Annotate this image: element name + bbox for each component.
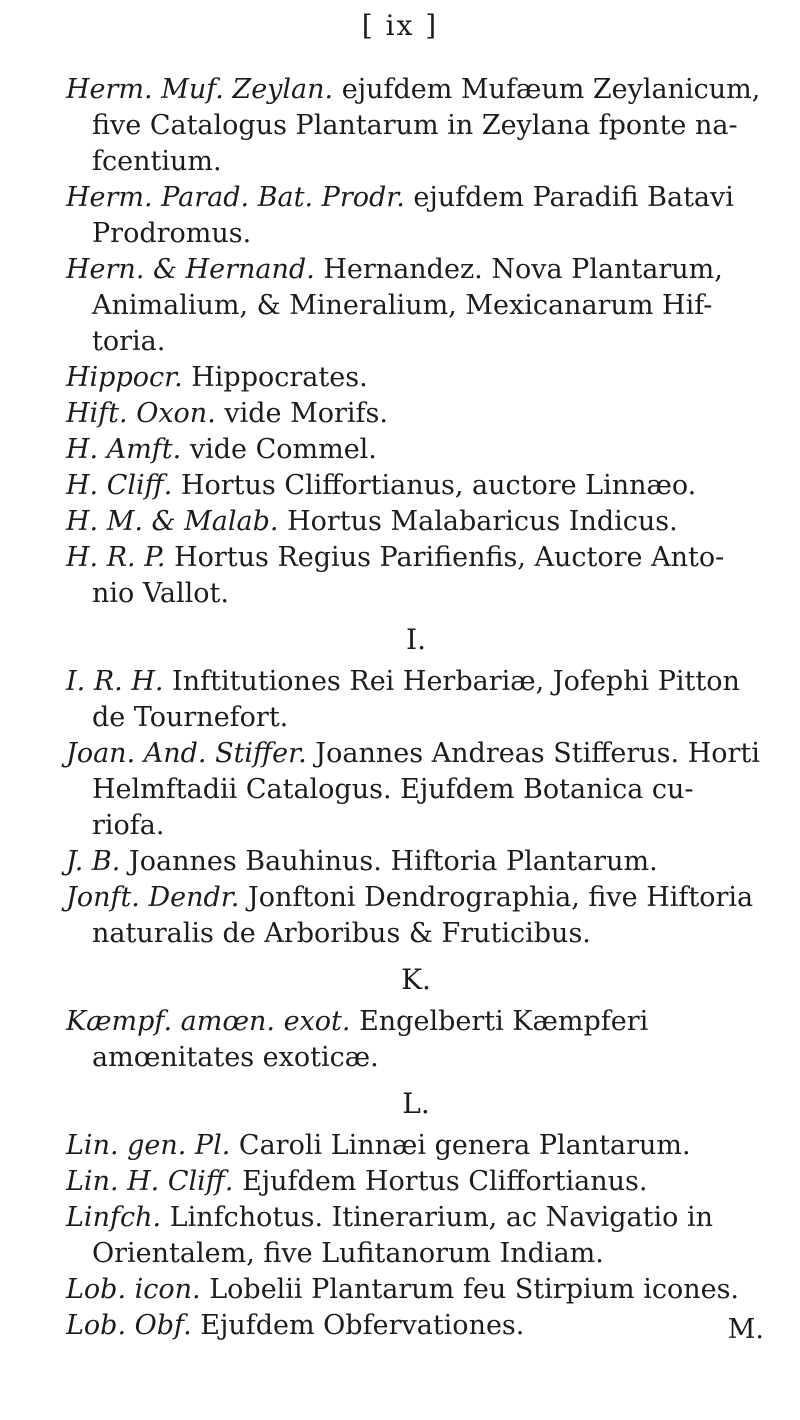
abbreviation-entry: [66, 396, 766, 432]
entry-description: Ejufdem Obfervationes.: [200, 1310, 525, 1341]
catchword: M.: [727, 1314, 764, 1345]
entry-description: Ejufdem Hortus Cliffortianus.: [242, 1166, 648, 1197]
abbreviation-entry: [66, 1128, 766, 1164]
abbreviation-entry: [66, 880, 766, 952]
entry-description: Joannes Bauhinus. Hiftoria Plantarum.: [128, 846, 658, 877]
abbreviation-entry: [66, 432, 766, 468]
entry-abbreviation: Herm. Muf. Zeylan.: [66, 74, 334, 105]
abbreviation-entry: [66, 1272, 766, 1308]
entry-abbreviation: H. Cliff.: [66, 470, 173, 501]
entry-description: Lobelii Plantarum feu Stirpium icones.: [209, 1274, 740, 1305]
entry-abbreviation: Hippocr.: [66, 362, 183, 393]
abbreviation-entry: [66, 844, 766, 880]
entry-abbreviation: Kæmpf. amœn. exot.: [66, 1006, 351, 1037]
entry-abbreviation: Hift. Oxon.: [66, 398, 216, 429]
section-letter: L.: [402, 1087, 430, 1120]
abbreviation-entry: [66, 504, 766, 540]
entry-abbreviation: Lob. icon.: [66, 1274, 201, 1305]
abbreviation-entry: [66, 736, 766, 844]
abbreviation-entry: [66, 180, 766, 252]
entry-abbreviation: Hern. & Hernand.: [66, 254, 315, 285]
abbreviation-entry: [66, 1004, 766, 1076]
entry-abbreviation: Herm. Parad. Bat. Prodr.: [66, 182, 405, 213]
abbreviation-entry: [66, 72, 766, 180]
section-letter: K.: [401, 963, 431, 996]
abbreviation-entry: [66, 540, 766, 612]
entry-description: Inftitutiones Rei Herbariæ, Jofephi Pitton de Tournefort.: [92, 666, 740, 733]
entry-description: Hortus Cliffortianus, auctore Linnæo.: [180, 470, 697, 501]
entry-description: ejufdem Mufæum Zeylanicum, five Catalogus Plantarum in Zeylana fponte na- fcentium.: [92, 74, 761, 177]
entry-description: Engelberti Kæmpferi amœnitates exoticæ.: [92, 1006, 649, 1073]
entry-abbreviation: Linfch.: [66, 1202, 162, 1233]
abbreviation-entry: [66, 1164, 766, 1200]
entry-description: Joannes Andreas Stifferus. Horti Helmftadii Catalogus. Ejufdem Botanica cu- riofa.: [92, 738, 760, 841]
section-letter: I.: [406, 623, 426, 656]
entry-abbreviation: Jonft. Dendr.: [66, 882, 240, 913]
entry-abbreviation: Joan. And. Stiffer.: [66, 738, 307, 769]
entry-description: ejufdem Paradifi Batavi Prodromus.: [92, 182, 734, 249]
entry-description: Jonftoni Dendrographia, five Hiftoria naturalis de Arboribus & Fruticibus.: [92, 882, 754, 949]
entry-abbreviation: H. R. P.: [66, 542, 166, 573]
entry-abbreviation: Lin. H. Cliff.: [66, 1166, 234, 1197]
abbreviation-entry: [66, 664, 766, 736]
entry-abbreviation: J. B.: [66, 846, 121, 877]
entry-abbreviation: H. M. & Malab.: [66, 506, 279, 537]
entry-description: Hortus Malabaricus Indicus.: [287, 506, 678, 537]
entry-description: vide Commel.: [189, 434, 377, 465]
entry-abbreviation: Lob. Obf.: [66, 1310, 192, 1341]
abbreviation-entry: [66, 252, 766, 360]
page-number: [ ix ]: [361, 9, 439, 42]
abbreviation-entry: [66, 1200, 766, 1272]
entry-abbreviation: I. R. H.: [66, 666, 164, 697]
abbreviation-entry: [66, 468, 766, 504]
entry-description: Hortus Regius Parifienfis, Auctore Anto- nio Vallot.: [92, 542, 725, 609]
entry-description: Hippocrates.: [191, 362, 368, 393]
entry-description: vide Morifs.: [224, 398, 388, 429]
entry-abbreviation: H. Amft.: [66, 434, 182, 465]
entry-description: Caroli Linnæi genera Plantarum.: [238, 1130, 691, 1161]
abbreviation-entry: [66, 360, 766, 396]
entry-description: Linfchotus. Itinerarium, ac Navigatio in Orientalem, five Lufitanorum Indiam.: [92, 1202, 713, 1269]
abbreviation-list: [66, 72, 766, 1344]
entry-abbreviation: Lin. gen. Pl.: [66, 1130, 231, 1161]
entry-description: Hernandez. Nova Plantarum, Animalium, & Mineralium, Mexicanarum Hif- toria.: [92, 254, 723, 357]
